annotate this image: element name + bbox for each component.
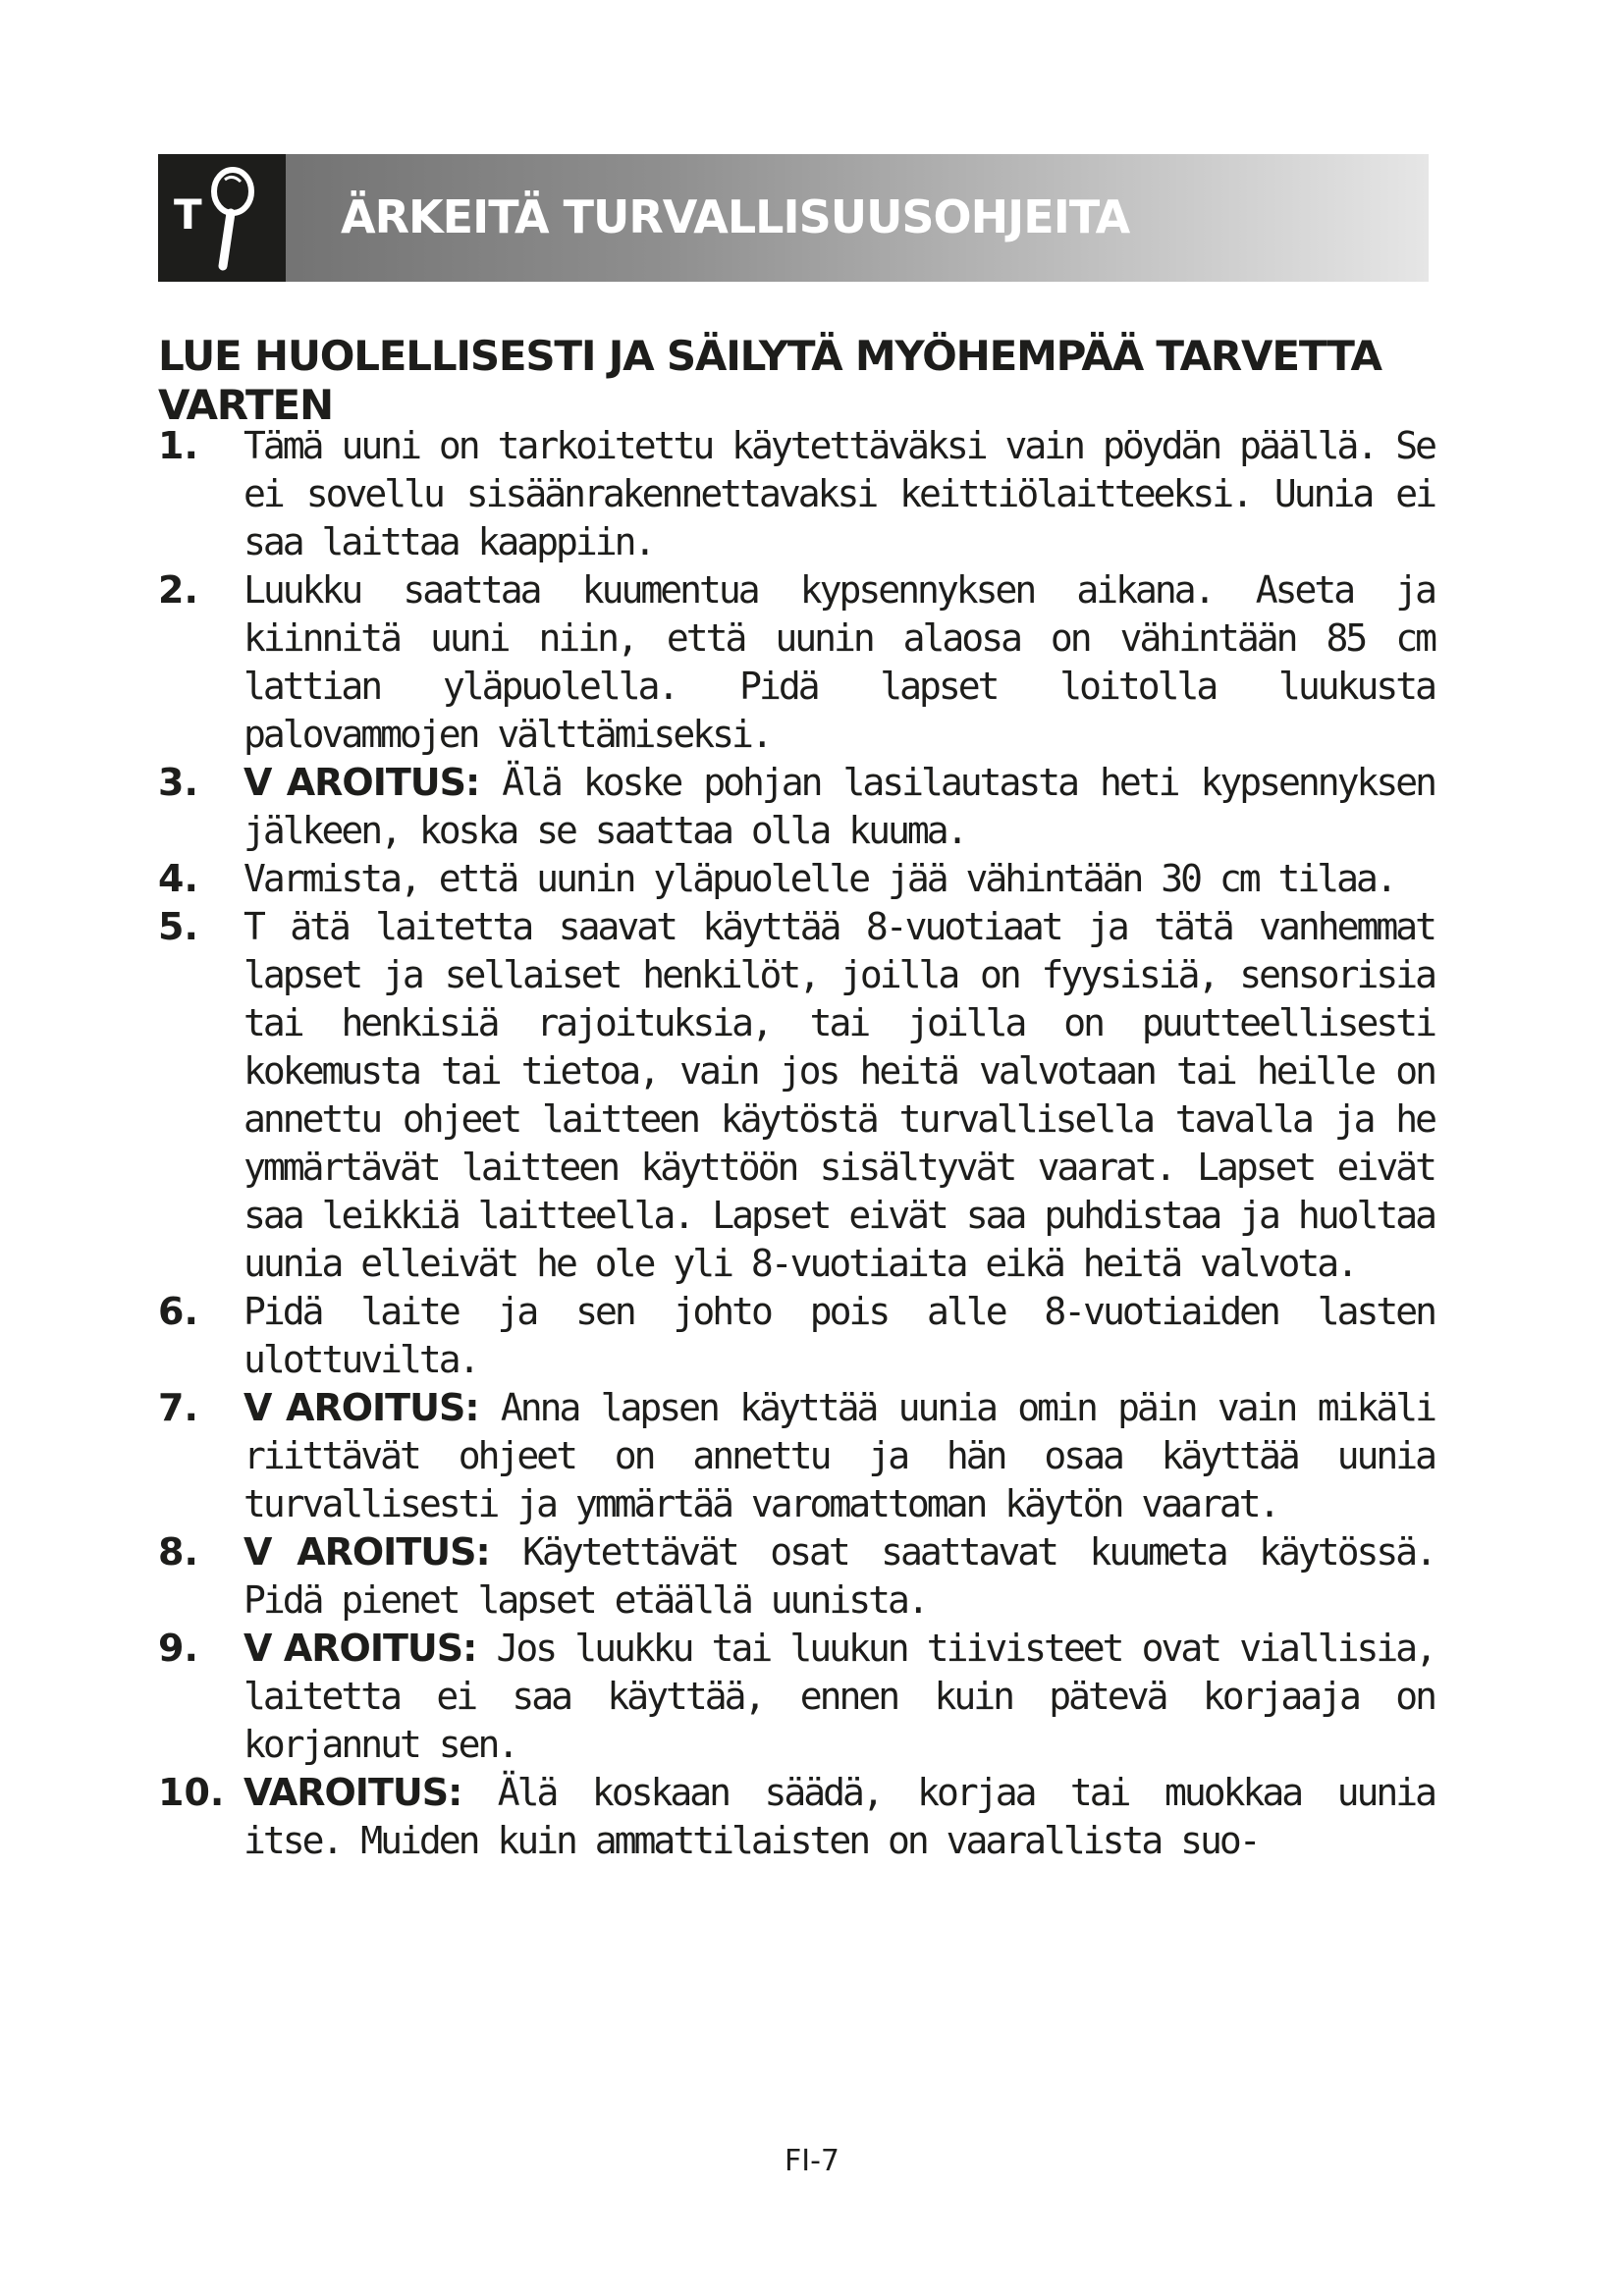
list-item <box>158 1528 1435 1625</box>
tip-magnifier-icon <box>197 164 266 274</box>
item-body <box>244 1528 1435 1625</box>
item-body <box>244 1384 1435 1528</box>
item-text: Anna lapsen käyttää uunia omin päin vain mikäli riittävät ohjeet on annettu ja hän osaa käyttää uunia turvallisesti ja ymmärtää varomattoman käytön vaarat. <box>244 1386 1435 1525</box>
list-item <box>158 566 1435 759</box>
item-number: 10. <box>158 1771 225 1814</box>
item-number: 6. <box>158 1290 198 1333</box>
page-number: FI-7 <box>784 2144 839 2178</box>
item-text: Jos luukku tai luukun tiivisteet ovat viallisia, laitetta ei saa käyttää, ennen kuin pätevä korjaaja on korjannut sen. <box>244 1627 1435 1766</box>
item-body <box>244 1288 1435 1384</box>
item-body <box>244 1769 1435 1865</box>
list-item <box>158 1625 1435 1769</box>
list-item <box>158 1288 1435 1384</box>
item-body <box>244 566 1435 759</box>
item-body <box>244 422 1435 566</box>
item-text: Tämä uuni on tarkoitettu käytettäväksi vain pöydän päällä. Se ei sovellu sisäänrakennettavaksi keittiölaitteeksi. Uunia ei saa laittaa kaappiin. <box>244 424 1435 563</box>
warning-label: V AROITUS: <box>244 761 480 804</box>
item-number: 8. <box>158 1530 198 1574</box>
item-text: T ätä laitetta saavat käyttää 8-vuotiaat ja tätä vanhemmat lapset ja sellaiset henkilöt, joilla on fyysisiä, sensorisia tai henkisiä rajoituksia, tai joilla on puutteellisesti kokemusta tai tietoa, vain jos heitä valvotaan tai heille on annettu ohjeet laitteen käytöstä turvallisella tavalla ja he ymmärtävät laitteen käyttöön sisältyvät vaarat. Lapset eivät saa leikkiä laitteella. Lapset eivät saa puhdistaa ja huoltaa uunia elleivät he ole yli 8-vuotiaita eikä heitä valvota. <box>244 905 1435 1285</box>
item-number: 4. <box>158 857 198 900</box>
list-item <box>158 903 1435 1288</box>
warning-label: V AROITUS: <box>244 1530 490 1574</box>
list-item <box>158 759 1435 855</box>
item-number: 9. <box>158 1627 198 1670</box>
banner-icon-box <box>158 154 286 282</box>
section-title: ÄRKEITÄ TURVALLISUUSOHJEITA <box>341 190 1130 243</box>
item-body <box>244 855 1435 903</box>
item-number: 2. <box>158 568 198 612</box>
item-text: Luukku saattaa kuumentua kypsennyksen aikana. Aseta ja kiinnitä uuni niin, että uunin alaosa on vähintään 85 cm lattian yläpuolella. Pidä lapset loitolla luukusta palovammojen välttämiseksi. <box>244 568 1435 756</box>
warning-label: V AROITUS: <box>244 1386 479 1429</box>
item-text: Varmista, että uunin yläpuolelle jää vähintään 30 cm tilaa. <box>244 857 1395 900</box>
warning-label: VAROITUS: <box>244 1771 462 1814</box>
item-text: Älä koske pohjan lasilautasta heti kypsennyksen jälkeen, koska se saattaa olla kuuma. <box>244 761 1435 852</box>
list-item <box>158 1384 1435 1528</box>
item-body <box>244 903 1435 1288</box>
item-number: 3. <box>158 761 198 804</box>
item-body <box>244 759 1435 855</box>
icon-letter: T <box>174 190 202 239</box>
warning-label: V AROITUS: <box>244 1627 477 1670</box>
item-number: 5. <box>158 905 198 948</box>
page-subheading: LUE HUOLELLISESTI JA SÄILYTÄ MYÖHEMPÄÄ TARVETTA VARTEN <box>158 332 1381 429</box>
item-number: 1. <box>158 424 198 467</box>
section-banner <box>158 154 1429 282</box>
safety-instructions-list <box>158 422 1435 1865</box>
item-text: Älä koskaan säädä, korjaa tai muokkaa uunia itse. Muiden kuin ammattilaisten on vaarallista suo- <box>244 1771 1435 1862</box>
item-number: 7. <box>158 1386 198 1429</box>
item-text: Käytettävät osat saattavat kuumeta käytössä. Pidä pienet lapset etäällä uunista. <box>244 1530 1435 1622</box>
list-item <box>158 1769 1435 1865</box>
item-text: Pidä laite ja sen johto pois alle 8-vuotiaiden lasten ulottuvilta. <box>244 1290 1435 1381</box>
item-body <box>244 1625 1435 1769</box>
list-item <box>158 422 1435 566</box>
list-item <box>158 855 1435 903</box>
